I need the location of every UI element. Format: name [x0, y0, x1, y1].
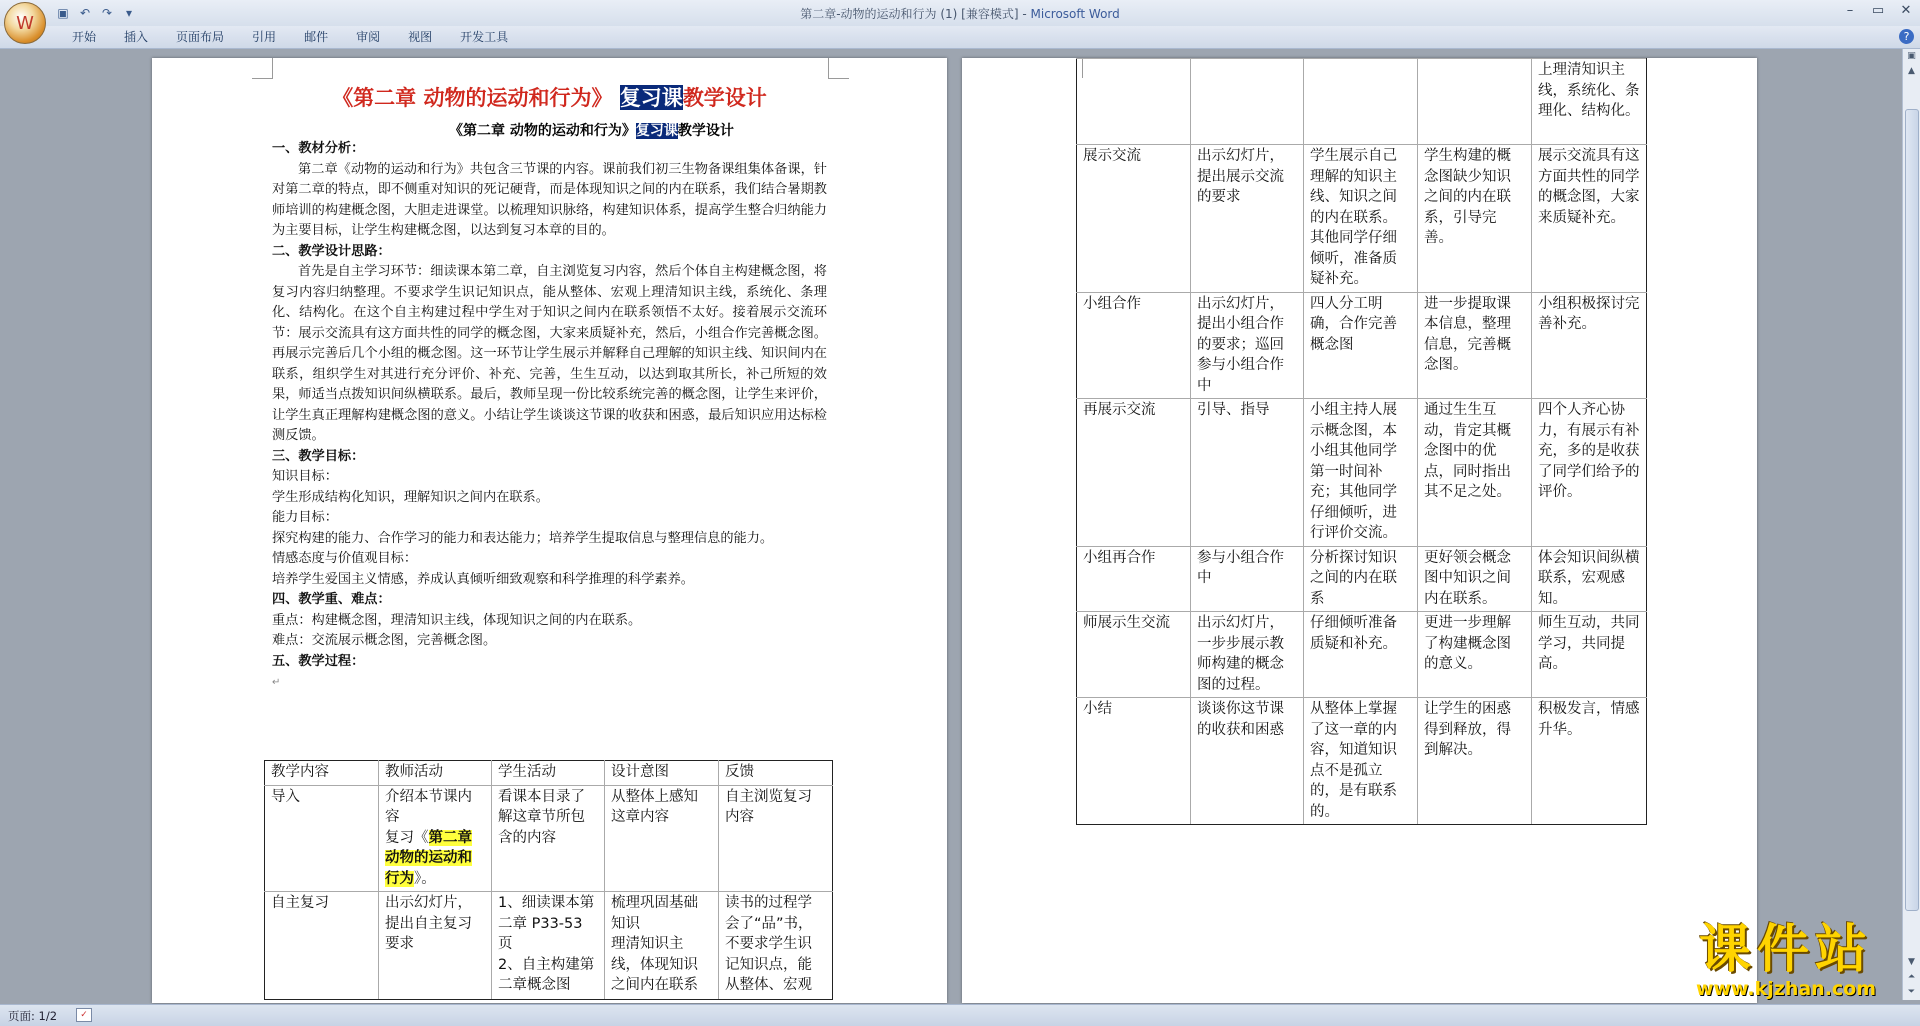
scroll-down-icon[interactable]: ▼	[1908, 957, 1915, 967]
table-cell[interactable]: 四人分工明确，合作完善概念图	[1304, 292, 1418, 399]
ribbon-tabs	[58, 29, 522, 45]
previous-page-icon[interactable]: ⏶	[1907, 972, 1916, 982]
table-cell[interactable]: 展示交流具有这方面共性的同学的概念图，大家来质疑补充。	[1532, 145, 1647, 293]
table-cell[interactable]: 自主复习	[265, 892, 379, 1000]
table-row	[265, 892, 833, 1000]
tab-home[interactable]: 开始	[72, 30, 97, 44]
tab-view[interactable]: 视图	[408, 30, 433, 44]
cell-text: 2、自主构建第二章概念图	[498, 956, 595, 993]
lesson-table[interactable]	[264, 760, 833, 1000]
next-page-icon[interactable]: ⏷	[1907, 987, 1916, 997]
table-cell[interactable]: 引导、指导	[1191, 399, 1304, 547]
table-cell[interactable]: 出示幻灯片，提出小组合作的要求；巡回参与小组合作中	[1191, 292, 1304, 399]
crop-mark	[828, 58, 849, 79]
status-bar	[0, 1004, 1920, 1026]
watermark-logo	[1668, 922, 1904, 1000]
goal-label: 能力目标：	[272, 510, 338, 525]
table-row	[1077, 399, 1647, 547]
goal-label: 知识目标：	[272, 469, 338, 484]
table-header-cell[interactable]: 教学内容	[265, 761, 379, 786]
table-cell[interactable]: 小组再合作	[1077, 546, 1191, 612]
tab-developer[interactable]: 开发工具	[460, 30, 509, 44]
section-heading: 一、教材分析：	[272, 141, 365, 156]
cell-text: 梳理巩固基础知识	[611, 895, 698, 932]
table-cell[interactable]: 参与小组合作中	[1191, 546, 1304, 612]
table-row	[1077, 698, 1647, 825]
table-cell[interactable]: 进一步提取课本信息，整理信息，完善概念图。	[1418, 292, 1532, 399]
table-cell[interactable]: 通过生生互动，肯定其概念图中的优点，同时指出其不足之处。	[1418, 399, 1532, 547]
document-page-2[interactable]	[962, 58, 1757, 1003]
section-heading: 四、教学重、难点：	[272, 592, 391, 607]
table-cell[interactable]: 让学生的困惑得到释放，得到解决。	[1418, 698, 1532, 825]
table-cell[interactable]: 小组主持人展示概念图，本小组其他同学第一时间补充；其他同学仔细倾听，进行评价交流。	[1304, 399, 1418, 547]
table-cell[interactable]: 更好领会概念图中知识之间内在联系。	[1418, 546, 1532, 612]
table-cell[interactable]: 小组积极探讨完善补充。	[1532, 292, 1647, 399]
undo-icon[interactable]: ↶	[79, 6, 91, 20]
selected-text: 复习课	[619, 85, 683, 110]
minimize-icon[interactable]: –	[1846, 3, 1854, 18]
table-cell[interactable]: 小组合作	[1077, 292, 1191, 399]
table-header-cell[interactable]: 设计意图	[605, 761, 719, 786]
page-count[interactable]: 页面: 1/2	[8, 1009, 58, 1023]
table-cell[interactable]: 出示幻灯片，提出展示交流的要求	[1191, 145, 1304, 293]
table-row	[1077, 546, 1647, 612]
office-logo-icon: W	[16, 12, 34, 34]
table-cell[interactable]: 小结	[1077, 698, 1191, 825]
table-cell[interactable]: 展示交流	[1077, 145, 1191, 293]
watermark-title: 课件站	[1698, 920, 1873, 980]
dropdown-icon[interactable]: ▾	[125, 6, 133, 20]
table-row	[1077, 612, 1647, 698]
vertical-scrollbar[interactable]	[1902, 49, 1920, 1000]
tab-references[interactable]: 引用	[252, 30, 277, 44]
table-cell[interactable]: 学生展示自己理解的知识主线、知识之间的内在联系。其他同学仔细倾听，准备质疑补充。	[1304, 145, 1418, 293]
scroll-up-icon[interactable]: ▲	[1908, 66, 1915, 76]
tab-mailings[interactable]: 邮件	[304, 30, 329, 44]
table-cell[interactable]: 师生互动，共同学习，共同提高。	[1532, 612, 1647, 698]
cell-text: 介绍本节课内容	[385, 788, 472, 825]
table-cell[interactable]: 自主浏览复习内容	[719, 785, 833, 892]
table-cell[interactable]: 仔细倾听准备质疑和补充。	[1304, 612, 1418, 698]
table-cell[interactable]: 出示幻灯片，一步步展示教师构建的概念图的过程。	[1191, 612, 1304, 698]
proofing-icon[interactable]: ✓	[76, 1008, 92, 1022]
cell-text: 1、细读课本第二章 P33-53 页	[498, 895, 595, 952]
table-cell[interactable]: 读书的过程学会了“品”书，不要求学生识记知识点，能从整体、宏观	[719, 892, 833, 1000]
goal-text: 培养学生爱国主义情感，养成认真倾听细致观察和科学推理的科学素养。	[272, 571, 694, 587]
paragraph: 第二章《动物的运动和行为》共包含三节课的内容。课前我们初三生物备课组集体备课，针对第二章的特点，即不侧重对知识的死记硬背，而是体现知识之间的内在联系，我们结合暑期教师培训的构建概念图，大胆走进课堂。以梳理知识脉络，构建知识体系，提高学生整合归纳能力为主要目标，让学生构建概念图，以达到复习本章的目的。	[272, 161, 827, 238]
table-cell[interactable]: 四个人齐心协力，有展示有补充，多的是收获了同学们给予的评价。	[1532, 399, 1647, 547]
cell-text: 复习《第二章动物的运动和行为》。	[385, 829, 472, 887]
table-cell[interactable]: 师展示生交流	[1077, 612, 1191, 698]
table-cell[interactable]: 更进一步理解了构建概念图的意义。	[1418, 612, 1532, 698]
goal-label: 情感态度与价值观目标：	[272, 551, 418, 566]
save-icon[interactable]: ▣	[57, 6, 69, 20]
paragraph: 首先是自主学习环节：细读课本第二章，自主浏览复习内容，然后个体自主构建概念图，将复习内容归纳整理。不要求学生识记知识点，能从整体、宏观上理清知识主线，系统化、条理化、结构化。在这个自主构建过程中学生对于知识之间内在联系领悟不太好。接着展示交流环节：展示交流具有这方面共性的同学的概念图，大家来质疑补充，然后，小组合作完善概念图。再展示完善后几个小组的概念图。这一环节让学生展示并解释自己理解的知识主线、知识间内在联系，组织学生对其进行充分评价、补充、完善，生生互动，以达到取其所长，补己所短的效果，师适当点拨知识间纵横联系。最后，教师呈现一份比较系统完善的概念图，让学生来评价，让学生真正理解构建概念图的意义。小结让学生谈谈这节课的收获和困惑，最后知识应用达标检测反馈。	[272, 264, 827, 443]
table-cell[interactable]	[1191, 59, 1304, 145]
table-cell[interactable]	[379, 785, 492, 892]
table-row	[1077, 59, 1647, 145]
table-row	[1077, 145, 1647, 293]
table-cell[interactable]: 积极发言，情感升华。	[1532, 698, 1647, 825]
redo-icon[interactable]: ↷	[101, 6, 113, 20]
table-cell[interactable]: 出示幻灯片，提出自主复习要求	[379, 892, 492, 1000]
table-cell[interactable]: 从整体上感知这章内容	[605, 785, 719, 892]
table-cell[interactable]: 导入	[265, 785, 379, 892]
ribbon	[0, 26, 1920, 49]
office-button[interactable]	[4, 2, 46, 44]
table-cell[interactable]: 体会知识间纵横联系，宏观感知。	[1532, 546, 1647, 612]
goal-text: 探究构建的能力、合作学习的能力和表达能力；培养学生提取信息与整理信息的能力。	[272, 530, 774, 546]
ruler-toggle-icon[interactable]: ▣	[1907, 51, 1916, 61]
table-cell[interactable]: 谈谈你这节课的收获和困惑	[1191, 698, 1304, 825]
document-subtitle: 《第二章 动物的运动和行为》复习课教学设计	[449, 123, 734, 139]
table-cell[interactable]: 看课本目录了解这章节所包含的内容	[492, 785, 605, 892]
table-cell[interactable]: 从整体上掌握了这一章的内容，知道知识点不是孤立的，是有联系的。	[1304, 698, 1418, 825]
highlighted-text: 第二章动物的运动和行为	[385, 829, 472, 887]
paragraph-mark: ↵	[272, 677, 281, 688]
hard-point: 难点：交流展示概念图，完善概念图。	[272, 633, 497, 648]
app-name: Microsoft Word	[1030, 7, 1120, 21]
window-title	[0, 5, 1920, 22]
table-cell[interactable]	[1418, 59, 1532, 145]
table-cell[interactable]	[605, 892, 719, 1000]
selected-text: 复习课	[635, 123, 678, 139]
tab-review[interactable]: 审阅	[356, 30, 381, 44]
document-name: 第二章-动物的运动和行为 (1) [兼容模式] -	[800, 7, 1031, 21]
table-cell[interactable]	[1304, 59, 1418, 145]
cell-text: 理清知识主线，体现知识之间内在联系	[611, 936, 698, 993]
table-cell[interactable]	[1077, 59, 1191, 145]
tab-insert[interactable]: 插入	[124, 30, 149, 44]
tab-page-layout[interactable]: 页面布局	[176, 30, 225, 44]
watermark-url: www.kjzhan.com	[1695, 978, 1877, 1000]
close-icon[interactable]: ✕	[1900, 3, 1912, 18]
table-header-cell[interactable]: 教师活动	[379, 761, 492, 786]
crop-mark	[252, 58, 273, 79]
table-header-row	[265, 761, 833, 786]
document-page-1[interactable]	[152, 58, 947, 1003]
table-cell[interactable]: 分析探讨知识之间的内在联系	[1304, 546, 1418, 612]
table-row	[265, 785, 833, 892]
document-title: 《第二章 动物的运动和行为》 复习课教学设计	[332, 85, 767, 110]
table-header-cell[interactable]: 反馈	[719, 761, 833, 786]
section-heading: 三、教学目标：	[272, 448, 365, 464]
lesson-table-continued[interactable]	[1076, 58, 1647, 825]
section-heading: 二、教学设计思路：	[272, 243, 391, 259]
section-heading: 五、教学过程：	[272, 653, 365, 669]
table-cell[interactable]: 学生构建的概念图缺少知识之间的内在联系，引导完善。	[1418, 145, 1532, 293]
help-icon[interactable]: ?	[1899, 29, 1914, 44]
title-bar	[0, 0, 1920, 34]
goal-text: 学生形成结构化知识，理解知识之间内在联系。	[272, 489, 549, 505]
table-row	[1077, 292, 1647, 399]
maximize-icon[interactable]: ▭	[1871, 3, 1885, 18]
table-cell[interactable]: 再展示交流	[1077, 399, 1191, 547]
table-header-cell[interactable]: 学生活动	[492, 761, 605, 786]
table-cell[interactable]	[492, 892, 605, 1000]
scrollbar-thumb[interactable]	[1905, 109, 1919, 911]
document-body	[272, 139, 827, 694]
table-cell[interactable]: 上理清知识主线，系统化、条理化、结构化。	[1532, 59, 1647, 145]
window-controls	[1836, 0, 1920, 22]
key-point: 重点：构建概念图，理清知识主线，体现知识之间的内在联系。	[272, 612, 642, 628]
